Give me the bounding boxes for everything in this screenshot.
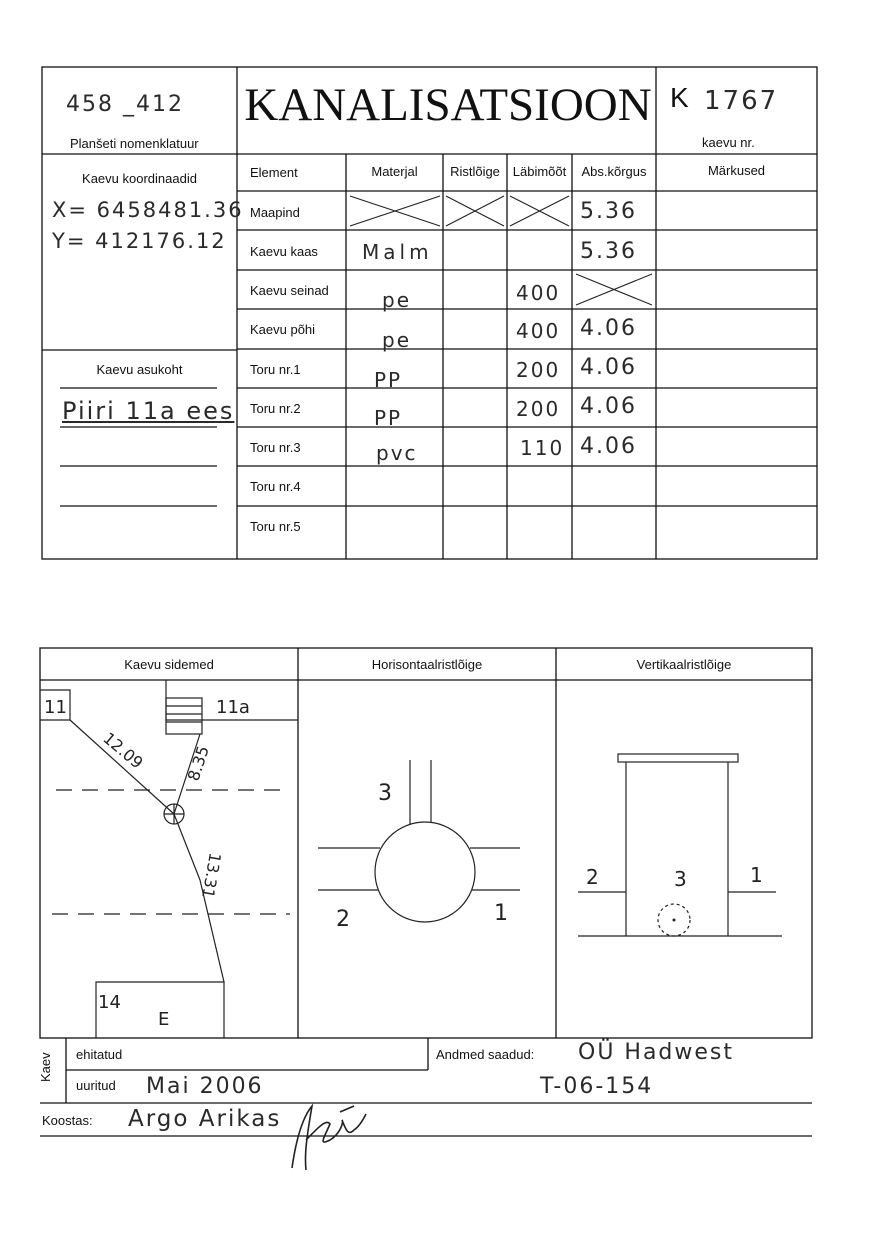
coordinate-y: Y= 412176.12 [52,229,227,253]
koostas-value: Argo Arikas [128,1106,282,1132]
table-row-element: Maapind [250,205,300,220]
table-cell-labimoot: 200 [516,397,561,421]
table-cell-materjal: pe [382,288,411,312]
pipe-center-dot [673,919,676,922]
andmed-value-code: T-06-154 [540,1074,654,1099]
table-row-element: Kaevu seinad [250,283,329,298]
pipe-number-label: 1 [750,863,763,887]
pipe-number-label: 1 [494,901,508,926]
house-label: 14 [98,992,121,1013]
andmed-label: Andmed saadud: [436,1047,535,1062]
page-title: KANALISATSIOON [244,79,652,131]
distance-label: 8.35 [183,743,213,784]
table-cell-abs: 4.06 [580,316,637,341]
horisontaal-diagram [298,680,556,1038]
table-cell-labimoot: 400 [516,319,561,343]
table-cell-abs: 4.06 [580,394,637,419]
distance-label: 13.31 [198,851,225,900]
table-cell-materjal: pvc [376,441,418,465]
uuritud-label: uuritud [76,1078,116,1093]
coordinate-x: X= 6458481.36 [52,198,244,222]
ehitatud-label: ehitatud [76,1047,123,1062]
sheet-number-value: 458 _412 [66,92,184,117]
vertikaal-title: Vertikaalristlõige [636,657,732,672]
coordinates-label: Kaevu koordinaadid [82,171,197,186]
well-number-value: 1767 [704,86,779,116]
header-markused: Märkused [707,163,766,178]
well-number-label: kaevu nr. [702,135,755,150]
uuritud-value: Mai 2006 [146,1074,264,1099]
location-value: Piiri 11a ees [62,397,235,425]
table-cell-labimoot: 400 [516,281,561,305]
sheet-number-label: Planšeti nomenklatuur [70,136,199,151]
well-prefix: K [670,82,689,113]
location-label: Kaevu asukoht [96,362,183,377]
table-row-element: Toru nr.1 [250,362,301,377]
andmed-value-company: OÜ Hadwest [578,1040,735,1065]
pipe-number-label: 3 [378,781,392,806]
house-label: 11 [44,697,67,718]
pipe-number-label: 2 [336,907,350,932]
table-cell-abs: 5.36 [580,239,637,264]
koostas-label: Koostas: [42,1113,93,1128]
pipe-number-label: 2 [586,865,599,889]
horisontaal-title: Horisontaalristlõige [371,657,483,672]
pipe-number-label: 3 [674,867,687,891]
kaev-label: Kaev [38,1052,53,1082]
table-row-element: Kaevu põhi [250,322,316,337]
sidemed-title: Kaevu sidemed [124,657,214,672]
vertikaal-diagram [556,680,812,1038]
sidemed-diagram [40,680,298,1038]
table-row-element: Toru nr.2 [250,401,301,416]
table-cell-labimoot: 110 [520,436,565,460]
table-cell-materjal: pe [382,328,411,352]
header-element: Element [250,165,298,180]
table-cell-abs: 4.06 [580,434,637,459]
distance-label: 12.09 [99,728,147,773]
header-abs-korgus: Abs.kõrgus [581,164,647,179]
table-row-element: Toru nr.5 [250,519,301,534]
table-cell-materjal: Malm [362,240,433,264]
table-cell-labimoot: 200 [516,358,561,382]
house-label: 11a [216,697,250,718]
house-letter: E [158,1009,170,1030]
signature [282,1100,372,1175]
header-ristloige: Ristlõige [450,164,500,179]
table-cell-materjal: PP [374,406,403,430]
table-cell-abs: 4.06 [580,355,637,380]
table-row-element: Kaevu kaas [250,244,318,259]
header-materjal: Materjal [371,164,418,179]
table-cell-materjal: PP [374,368,403,392]
table-row-element: Toru nr.3 [250,440,301,455]
table-cell-abs: 5.36 [580,199,637,224]
header-labimoot: Läbimõõt [512,164,567,179]
table-row-element: Toru nr.4 [250,479,301,494]
